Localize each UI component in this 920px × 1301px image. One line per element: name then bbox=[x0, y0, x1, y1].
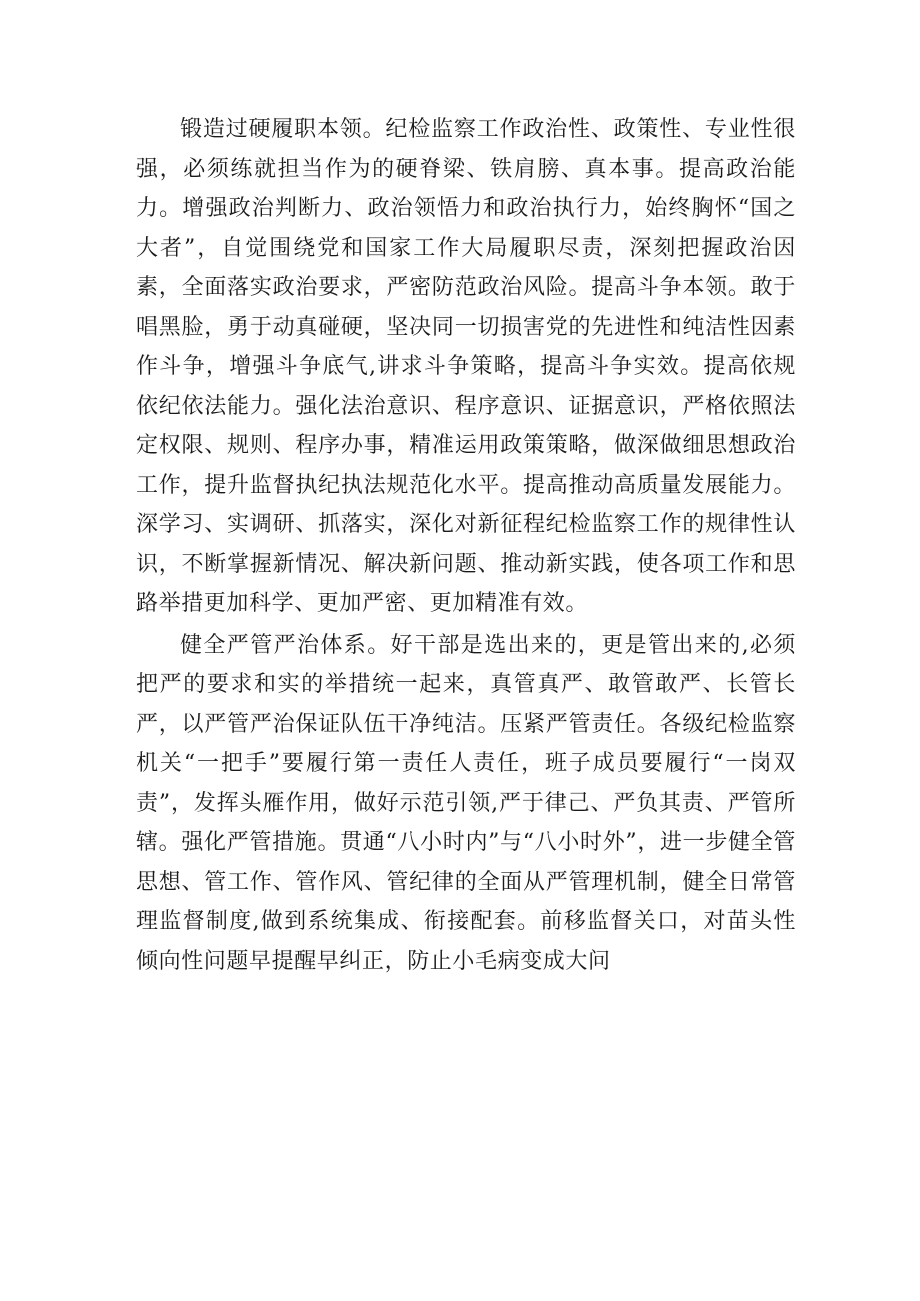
document-body bbox=[136, 110, 796, 981]
paragraph-strict-management: 健全严管严治体系。好干部是选出来的，更是管出来的,必须把严的要求和实的举措统一起来，真管真严、敢管敢严、长管长严，以严管严治保证队伍干净纯洁。压紧严管责任。各级纪检监察机关“一把手”要履行第一责任人责任，班子成员要履行“一岗双责”，发挥头雁作用，做好示范引领,严于律己、严负其责、严管所辖。强化严管措施。贯通“八小时内”与“八小时外”，进一步健全管思想、管工作、管作风、管纪律的全面从严管理机制，健全日常管理监督制度,做到系统集成、衔接配套。前移监督关口，对苗头性倾向性问题早提醒早纠正，防止小毛病变成大问 bbox=[136, 632, 796, 974]
paragraph-performance-skills: 锻造过硬履职本领。纪检监察工作政治性、政策性、专业性很强，必须练就担当作为的硬脊梁、铁肩膀、真本事。提高政治能力。增强政治判断力、政治领悟力和政治执行力，始终胸怀“国之大者”，自觉围绕党和国家工作大局履职尽责，深刻把握政治因素，全面落实政治要求，严密防范政治风险。提高斗争本领。敢于唱黑脸，勇于动真碰硬，坚决同一切损害党的先进性和纯洁性因素作斗争，增强斗争底气,讲求斗争策略，提高斗争实效。提高依规依纪依法能力。强化法治意识、程序意识、证据意识，严格依照法定权限、规则、程序办事，精准运用政策策略，做深做细思想政治工作，提升监督执纪执法规范化水平。提高推动高质量发展能力。深学习、实调研、抓落实，深化对新征程纪检监察工作的规律性认识，不断掌握新情况、解决新问题、推动新实践，使各项工作和思路举措更加科学、更加严密、更加精准有效。 bbox=[136, 117, 796, 616]
